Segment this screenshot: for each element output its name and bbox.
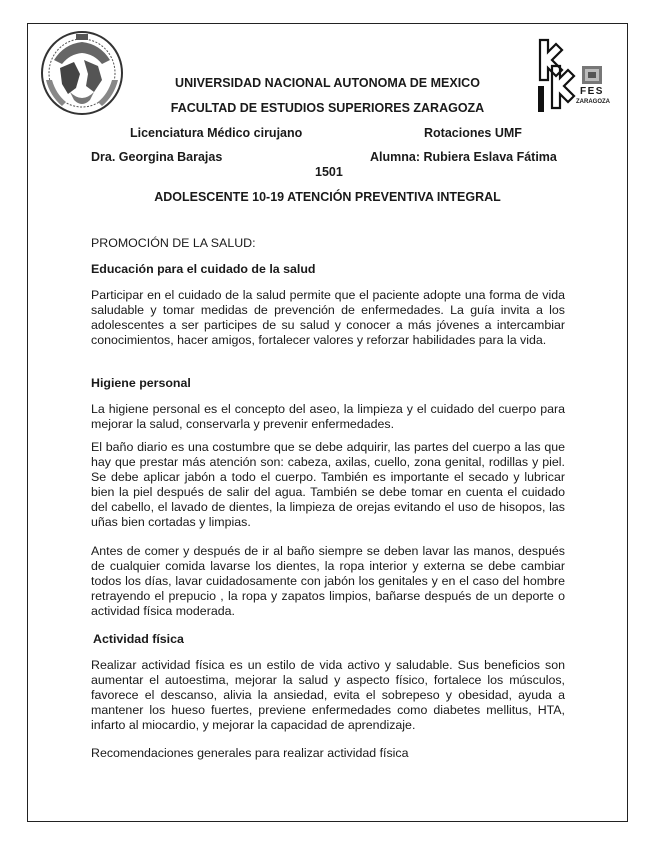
faculty-name: FACULTAD DE ESTUDIOS SUPERIORES ZARAGOZA xyxy=(170,101,485,115)
section-title: PROMOCIÓN DE LA SALUD: xyxy=(91,236,256,250)
heading-education: Educación para el cuidado de la salud xyxy=(91,262,316,276)
teacher-name: Dra. Georgina Barajas xyxy=(91,150,223,164)
rotation-name: Rotaciones UMF xyxy=(424,126,522,140)
paragraph-physical-activity: Realizar actividad física es un estilo de vida activo y saludable. Sus beneficios son aumentar el autoestima, mejorar la salud y aspecto físico, fortalece los músculos, favorece el descanso, alivia la ansiedad, evita el sobrepeso y obesidad, ayuda a mantener los hueso fuertes, previene enfermedades como diabetes mellitus, HTA, infarto al miocardio, y mejorar la capacidad de aprendizaje. xyxy=(91,658,565,732)
paragraph-daily-bath: El baño diario es una costumbre que se debe adquirir, las partes del cuerpo a las que hay que prestar más atención son: cabeza, axilas, cuello, zona genital, rodillas y piel. Se debe aplicar jabón a todo el cuerpo. También es importante el secado y lubricar bien la piel después de salir del agua. También se debe tomar en cuenta el cuidado del cabello, el lavado de dientes, la limpieza de orejas evitando el uso de hisopos, las uñas bien cortadas y limpias. xyxy=(91,440,565,529)
heading-hygiene: Higiene personal xyxy=(91,376,191,390)
fes-text: FES xyxy=(580,86,604,97)
student-name: Alumna: Rubiera Eslava Fátima xyxy=(370,150,557,164)
heading-physical-activity: Actividad física xyxy=(93,632,184,646)
program-name: Licenciatura Médico cirujano xyxy=(130,126,303,140)
paragraph-hygiene-intro: La higiene personal es el concepto del aseo, la limpieza y el cuidado del cuerpo para mejorar la salud, conservarla y prevenir enfermedades. xyxy=(91,402,565,431)
paragraph-education: Participar en el cuidado de la salud permite que el paciente adopte una forma de vida saludable y tomar medidas de prevención de enfermedades. La guía invita a los adolescentes a ser participes de su salud y conocer a más jóvenes a intercambiar conocimientos, hacer amigos, fortalecer valores y reforzar habilidades para la vida. xyxy=(91,288,565,347)
document-title: ADOLESCENTE 10-19 ATENCIÓN PREVENTIVA INTEGRAL xyxy=(154,190,501,204)
paragraph-handwashing: Antes de comer y después de ir al baño siempre se deben lavar las manos, después de cualquier comida lavarse los dientes, la ropa interior y externa se debe cambiar todos los días, lavar cuidadosamente con jabón los genitales y en el caso del hombre retrayendo el prepucio , la ropa y zapatos limpios, bañarse después de un deporte o actividad física moderada. xyxy=(91,544,565,618)
university-name: UNIVERSIDAD NACIONAL AUTONOMA DE MEXICO xyxy=(175,76,480,90)
fes-subtext: ZARAGOZA xyxy=(576,99,610,105)
group-number: 1501 xyxy=(315,165,343,179)
paragraph-recommendations: Recomendaciones generales para realizar actividad física xyxy=(91,746,409,760)
